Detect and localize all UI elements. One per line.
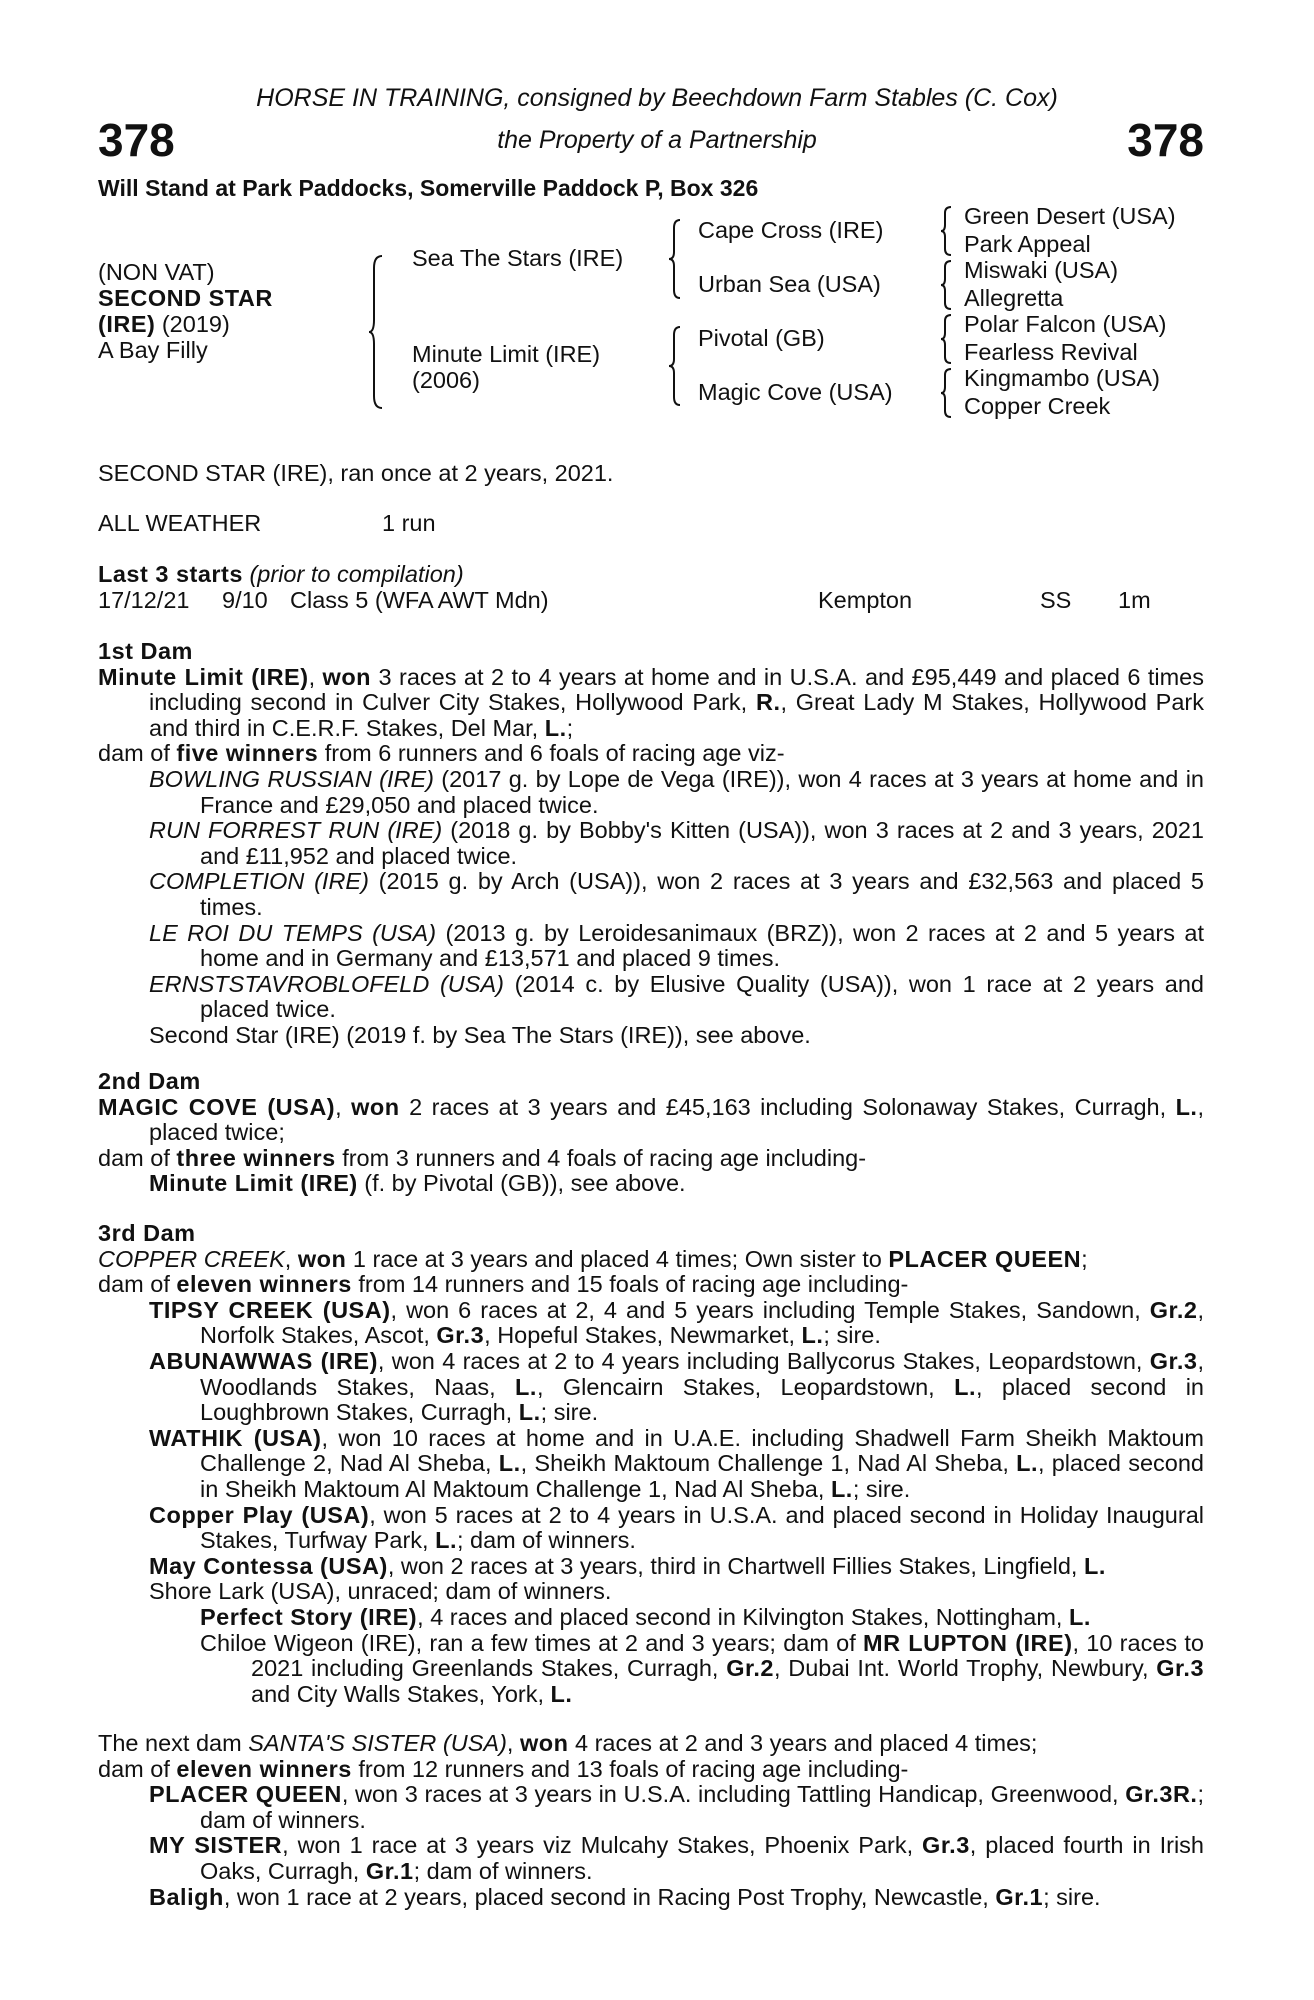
grade: L. <box>801 1322 824 1349</box>
progeny-wathik <box>98 1426 1204 1503</box>
grade: Gr.2 <box>726 1655 774 1682</box>
horse-description: A Bay Filly <box>98 337 208 363</box>
progeny-text: , won 1 race at 3 years viz Mulcahy Stakes, Phoenix Park, <box>282 1832 923 1859</box>
pedigree-brace-dam <box>668 325 684 407</box>
grade: L. <box>550 1680 573 1707</box>
progeny-text: , won 10 races at home and in U.A.E. including Shadwell Farm Sheikh Maktoum Challenge 2, Nad Al Sheba, <box>200 1424 1204 1477</box>
progeny-my-sister <box>98 1833 1204 1884</box>
progeny-text: (2014 c. by Elusive Quality (USA)), won 1 race at 2 years and placed twice. <box>200 970 1204 1023</box>
pedigree-dam-dam: Magic Cove (USA) <box>698 379 893 405</box>
grade: Gr.3 <box>436 1322 485 1349</box>
progeny-text: , Sheikh Maktoum Challenge 1, Nad Al Sheba, <box>520 1450 1017 1477</box>
second-dam-progeny-1 <box>98 1171 1204 1197</box>
second-dam-progeny-summary <box>98 1146 1204 1172</box>
first-dam-grade-r: R. <box>755 689 781 716</box>
pedigree-dam-year: (2006) <box>412 367 480 393</box>
next-dam-winners: eleven winners <box>176 1755 352 1782</box>
progeny-text: ; sire. <box>540 1399 599 1426</box>
progeny-name: BOWLING RUSSIAN (IRE) <box>149 765 434 792</box>
grade: L. <box>435 1527 457 1554</box>
start-going: SS <box>1040 587 1072 613</box>
third-dam-won: won <box>297 1245 347 1272</box>
second-dam-winners: three winners <box>176 1144 336 1171</box>
progeny-text: ; sire. <box>1043 1883 1101 1910</box>
next-dam-damof-c: from 12 runners and 13 foals of racing age including- <box>351 1755 909 1782</box>
next-dam-damof-a: dam of <box>98 1755 177 1782</box>
third-dam-damof-c: from 14 runners and 15 foals of racing age including- <box>351 1271 909 1298</box>
first-dam-record <box>98 665 1204 742</box>
pedigree-dam: Minute Limit (IRE) <box>412 341 601 367</box>
last-starts-note: (prior to compilation) <box>242 561 464 587</box>
lot-number-right: 378 <box>1127 114 1204 166</box>
grade: Gr.2 <box>1149 1296 1198 1323</box>
progeny-text: , won 4 races at 2 to 4 years including Ballycorus Stakes, Leopardstown, <box>377 1347 1150 1374</box>
third-dam-damof-a: dam of <box>98 1271 177 1298</box>
pedigree-dds: Kingmambo (USA) <box>964 365 1160 391</box>
next-dam-intro: The next dam <box>98 1730 249 1756</box>
third-dam-name: COPPER CREEK <box>98 1245 285 1272</box>
last-starts-title: Last 3 starts <box>98 561 243 587</box>
progeny-text: , won 3 races at 3 years in U.S.A. including Tattling Handicap, Greenwood, <box>341 1781 1126 1808</box>
progeny-name: May Contessa (USA) <box>149 1552 388 1579</box>
grade: L. <box>498 1450 521 1477</box>
second-dam-grade-l: L. <box>1175 1093 1198 1120</box>
progeny-chiloe-wigeon <box>98 1631 1204 1708</box>
third-dam-sep: , <box>284 1245 298 1272</box>
pedigree-brace-dd <box>940 367 954 419</box>
progeny-text: (2018 g. by Bobby's Kitten (USA)), won 3 races at 2 and 3 years, 2021 and £11,952 and placed twice. <box>200 817 1204 869</box>
progeny-name: ABUNAWWAS (IRE) <box>149 1347 378 1374</box>
grade: Gr.3 <box>922 1832 970 1859</box>
horse-origin-year <box>98 312 230 338</box>
start-distance: 1m <box>1118 587 1151 613</box>
first-dam-won: won <box>322 663 372 690</box>
progeny-text: , placed second in Sheikh Maktoum Al Maktoum Challenge 1, Nad Al Sheba, <box>200 1450 1204 1502</box>
horse-name: SECOND STAR <box>98 285 273 311</box>
progeny-text: ; dam of winners. <box>413 1857 593 1884</box>
pedigree-ssd: Park Appeal <box>964 231 1091 257</box>
progeny-text: , Hopeful Stakes, Newmarket, <box>484 1322 802 1349</box>
progeny-shore-lark: Shore Lark (USA), unraced; dam of winners. <box>149 1578 612 1605</box>
second-dam-record <box>98 1095 1204 1146</box>
grade: L. <box>954 1373 976 1400</box>
next-dam-progeny-summary <box>98 1757 1204 1783</box>
grade: Gr.3R. <box>1125 1781 1198 1808</box>
progeny-text: , won 2 races at 3 years, third in Chartwell Fillies Stakes, Lingfield, <box>387 1552 1084 1579</box>
pedigree-brace-main <box>368 254 388 410</box>
second-dam-damof-c: from 3 runners and 4 foals of racing age including- <box>335 1144 867 1171</box>
lot-number-left: 378 <box>98 114 175 166</box>
first-dam-name: Minute Limit (IRE) <box>98 663 309 690</box>
third-dam-text1: 1 race at 3 years and placed 4 times; Own sister to <box>346 1245 889 1272</box>
horse-year: (2019) <box>155 311 230 337</box>
first-dam-progeny-summary <box>98 741 1204 767</box>
progeny-perfect-story <box>98 1605 1204 1631</box>
progeny-text: , placed fourth in Irish Oaks, Curragh, <box>200 1832 1204 1884</box>
start-course: Kempton <box>818 587 913 613</box>
progeny-may-contessa <box>98 1554 1204 1580</box>
first-dam-progeny-2 <box>98 818 1204 869</box>
second-dam-heading: 2nd Dam <box>98 1068 201 1094</box>
progeny-text: ; sire. <box>823 1322 881 1349</box>
progeny-text: , Norfolk Stakes, Ascot, <box>200 1296 1205 1349</box>
third-dam-progeny-summary <box>98 1272 1204 1298</box>
first-dam-sep: , <box>308 663 323 690</box>
progeny-placer-queen <box>98 1782 1204 1833</box>
progeny-text: Chiloe Wigeon (IRE), ran a few times at 2 and 3 years; dam of <box>200 1629 863 1656</box>
pedigree-brace-ss <box>940 205 954 257</box>
next-dam-name: SANTA'S SISTER (USA) <box>248 1730 507 1756</box>
second-dam-damof-a: dam of <box>98 1144 177 1171</box>
progeny-copper-play <box>98 1503 1204 1554</box>
pedigree-sds: Miswaki (USA) <box>964 257 1119 283</box>
progeny-text: ; dam of winners. <box>200 1781 1204 1833</box>
first-dam-progeny-6: Second Star (IRE) (2019 f. by Sea The Stars (IRE)), see above. <box>149 1021 811 1048</box>
progeny-text: , placed second in Loughbrown Stakes, Curragh, <box>200 1373 1204 1426</box>
stand-location: Will Stand at Park Paddocks, Somerville Paddock P, Box 326 <box>98 175 759 201</box>
pedigree-sire: Sea The Stars (IRE) <box>412 245 624 271</box>
progeny-text: , 10 races to 2021 including Greenlands Stakes, Curragh, <box>251 1629 1204 1682</box>
first-dam-text2: , Great Lady M Stakes, Hollywood Park and third in C.E.R.F. Stakes, Del Mar, <box>149 689 1204 741</box>
third-dam-text2: ; <box>1081 1245 1088 1272</box>
progeny-text: and City Walls Stakes, York, <box>251 1680 551 1707</box>
progeny-text: (2015 g. by Arch (USA)), won 2 races at 3 years and £32,563 and placed 5 times. <box>200 868 1204 920</box>
first-dam-progeny-4 <box>98 921 1204 972</box>
progeny-name: TIPSY CREEK (USA) <box>149 1296 391 1323</box>
progeny-baligh <box>98 1885 1204 1911</box>
progeny-text: (2017 g. by Lope de Vega (IRE)), won 4 races at 3 years at home and in France and £29,050 and placed twice. <box>200 765 1204 818</box>
first-dam-damof-c: from 6 runners and 6 foals of racing age viz- <box>318 740 785 767</box>
progeny-name: Baligh <box>149 1883 224 1910</box>
second-dam-name: MAGIC COVE (USA) <box>98 1093 336 1120</box>
horse-country: (IRE) <box>98 311 156 337</box>
second-dam-text2: , placed twice; <box>149 1093 1204 1146</box>
progeny-text: , Woodlands Stakes, Naas, <box>200 1347 1205 1400</box>
progeny-name: RUN FORREST RUN (IRE) <box>149 817 443 844</box>
pedigree-brace-ds <box>940 313 954 365</box>
all-weather-value: 1 run <box>382 510 436 536</box>
pedigree-sire-dam: Urban Sea (USA) <box>698 271 881 297</box>
first-dam-winners: five winners <box>176 740 319 767</box>
progeny-text: (f. by Pivotal (GB)), see above. <box>357 1170 686 1197</box>
pedigree-dam-sire: Pivotal (GB) <box>698 325 825 351</box>
progeny-name: MY SISTER <box>149 1832 283 1859</box>
progeny-text: (2013 g. by Leroidesanimaux (BRZ)), won 2 races at 2 and 5 years at home and in Germany and £13,571 and placed 9 times. <box>200 919 1204 972</box>
progeny-text: ; sire. <box>852 1475 911 1502</box>
grade: Gr.1 <box>365 1857 414 1884</box>
third-dam-record <box>98 1247 1204 1273</box>
property-line: the Property of a Partnership <box>497 126 817 154</box>
progeny-abunawwas <box>98 1349 1204 1426</box>
next-dam-sep: , <box>506 1730 520 1756</box>
grade: Gr.1 <box>995 1883 1044 1910</box>
grade: L. <box>1084 1552 1106 1579</box>
progeny-name: ERNSTSTAVROBLOFELD (USA) <box>149 970 504 997</box>
pedigree-dsd: Fearless Revival <box>964 339 1138 365</box>
start-position: 9/10 <box>222 587 268 613</box>
start-date: 17/12/21 <box>98 587 190 613</box>
last-starts-heading <box>98 562 464 588</box>
grade: L. <box>518 1399 541 1426</box>
first-dam-progeny-1 <box>98 767 1204 818</box>
progeny-text: ; dam of winners. <box>456 1527 636 1554</box>
all-weather-label: ALL WEATHER <box>98 510 262 536</box>
first-dam-grade-l: L. <box>544 714 567 741</box>
pedigree-sire-sire: Cape Cross (IRE) <box>698 217 884 243</box>
first-dam-damof-a: dam of <box>98 740 177 767</box>
second-dam-won: won <box>351 1093 400 1120</box>
progeny-name: COMPLETION (IRE) <box>149 868 369 895</box>
third-dam-winners: eleven winners <box>176 1271 352 1298</box>
progeny-name: MR LUPTON (IRE) <box>863 1629 1073 1656</box>
progeny-text: , Glencairn Stakes, Leopardstown, <box>536 1373 955 1400</box>
first-dam-text3: ; <box>566 714 574 741</box>
first-dam-text1: 3 races at 2 to 4 years at home and in U.S.A. and £95,449 and placed 6 times including second in Culver City Stakes, Hollywood Park, <box>149 663 1204 716</box>
grade: L. <box>515 1373 537 1400</box>
pedigree-ddd: Copper Creek <box>964 393 1111 419</box>
progeny-name: Copper Play (USA) <box>149 1501 370 1528</box>
grade: Gr.3 <box>1156 1655 1205 1682</box>
progeny-name: LE ROI DU TEMPS (USA) <box>149 919 437 946</box>
first-dam-progeny-3 <box>98 869 1204 920</box>
pedigree-sdd: Allegretta <box>964 285 1064 311</box>
next-dam-record <box>98 1731 1204 1757</box>
race-summary: SECOND STAR (IRE), ran once at 2 years, 2021. <box>98 460 614 486</box>
third-dam-section <box>98 1221 1204 1707</box>
next-dam-section <box>98 1731 1204 1910</box>
grade: L. <box>1069 1603 1091 1630</box>
third-dam-sister: PLACER QUEEN <box>888 1245 1082 1272</box>
next-dam-text1: 4 races at 2 and 3 years and placed 4 times; <box>568 1730 1038 1756</box>
grade: Gr.3 <box>1149 1347 1198 1374</box>
progeny-text: , 4 races and placed second in Kilvington Stakes, Nottingham, <box>417 1603 1069 1630</box>
progeny-text: , Dubai Int. World Trophy, Newbury, <box>773 1655 1157 1682</box>
first-dam-heading: 1st Dam <box>98 638 193 664</box>
pedigree-sss: Green Desert (USA) <box>964 203 1176 229</box>
pedigree-dss: Polar Falcon (USA) <box>964 311 1167 337</box>
progeny-text: , won 6 races at 2, 4 and 5 years including Temple Stakes, Sandown, <box>390 1296 1150 1323</box>
progeny-tipsy-creek <box>98 1298 1204 1349</box>
progeny-name: Perfect Story (IRE) <box>200 1603 418 1630</box>
next-dam-won: won <box>519 1730 569 1756</box>
progeny-name: PLACER QUEEN <box>149 1781 342 1808</box>
pedigree-brace-sire <box>668 218 684 300</box>
third-dam-heading: 3rd Dam <box>98 1220 196 1246</box>
grade: L. <box>1016 1450 1038 1477</box>
grade: L. <box>830 1475 853 1502</box>
second-dam-section <box>98 1069 1204 1197</box>
progeny-text: , won 5 races at 2 to 4 years in U.S.A. and placed second in Holiday Inaugural Stakes, Turfway Park, <box>200 1501 1204 1554</box>
progeny-name: WATHIK (USA) <box>149 1424 322 1451</box>
consignor-line: HORSE IN TRAINING, consigned by Beechdown Farm Stables (C. Cox) <box>256 84 1058 112</box>
first-dam-section <box>98 639 1204 1049</box>
progeny-text: , won 1 race at 2 years, placed second in Racing Post Trophy, Newcastle, <box>223 1883 996 1910</box>
vat-status: (NON VAT) <box>98 259 215 285</box>
first-dam-progeny-5 <box>98 972 1204 1023</box>
second-dam-text1: 2 races at 3 years and £45,163 including Solonaway Stakes, Curragh, <box>399 1093 1176 1120</box>
second-dam-sep: , <box>335 1093 352 1120</box>
progeny-name: Minute Limit (IRE) <box>149 1170 358 1197</box>
start-race: Class 5 (WFA AWT Mdn) <box>290 587 549 613</box>
pedigree-brace-sd <box>940 259 954 311</box>
